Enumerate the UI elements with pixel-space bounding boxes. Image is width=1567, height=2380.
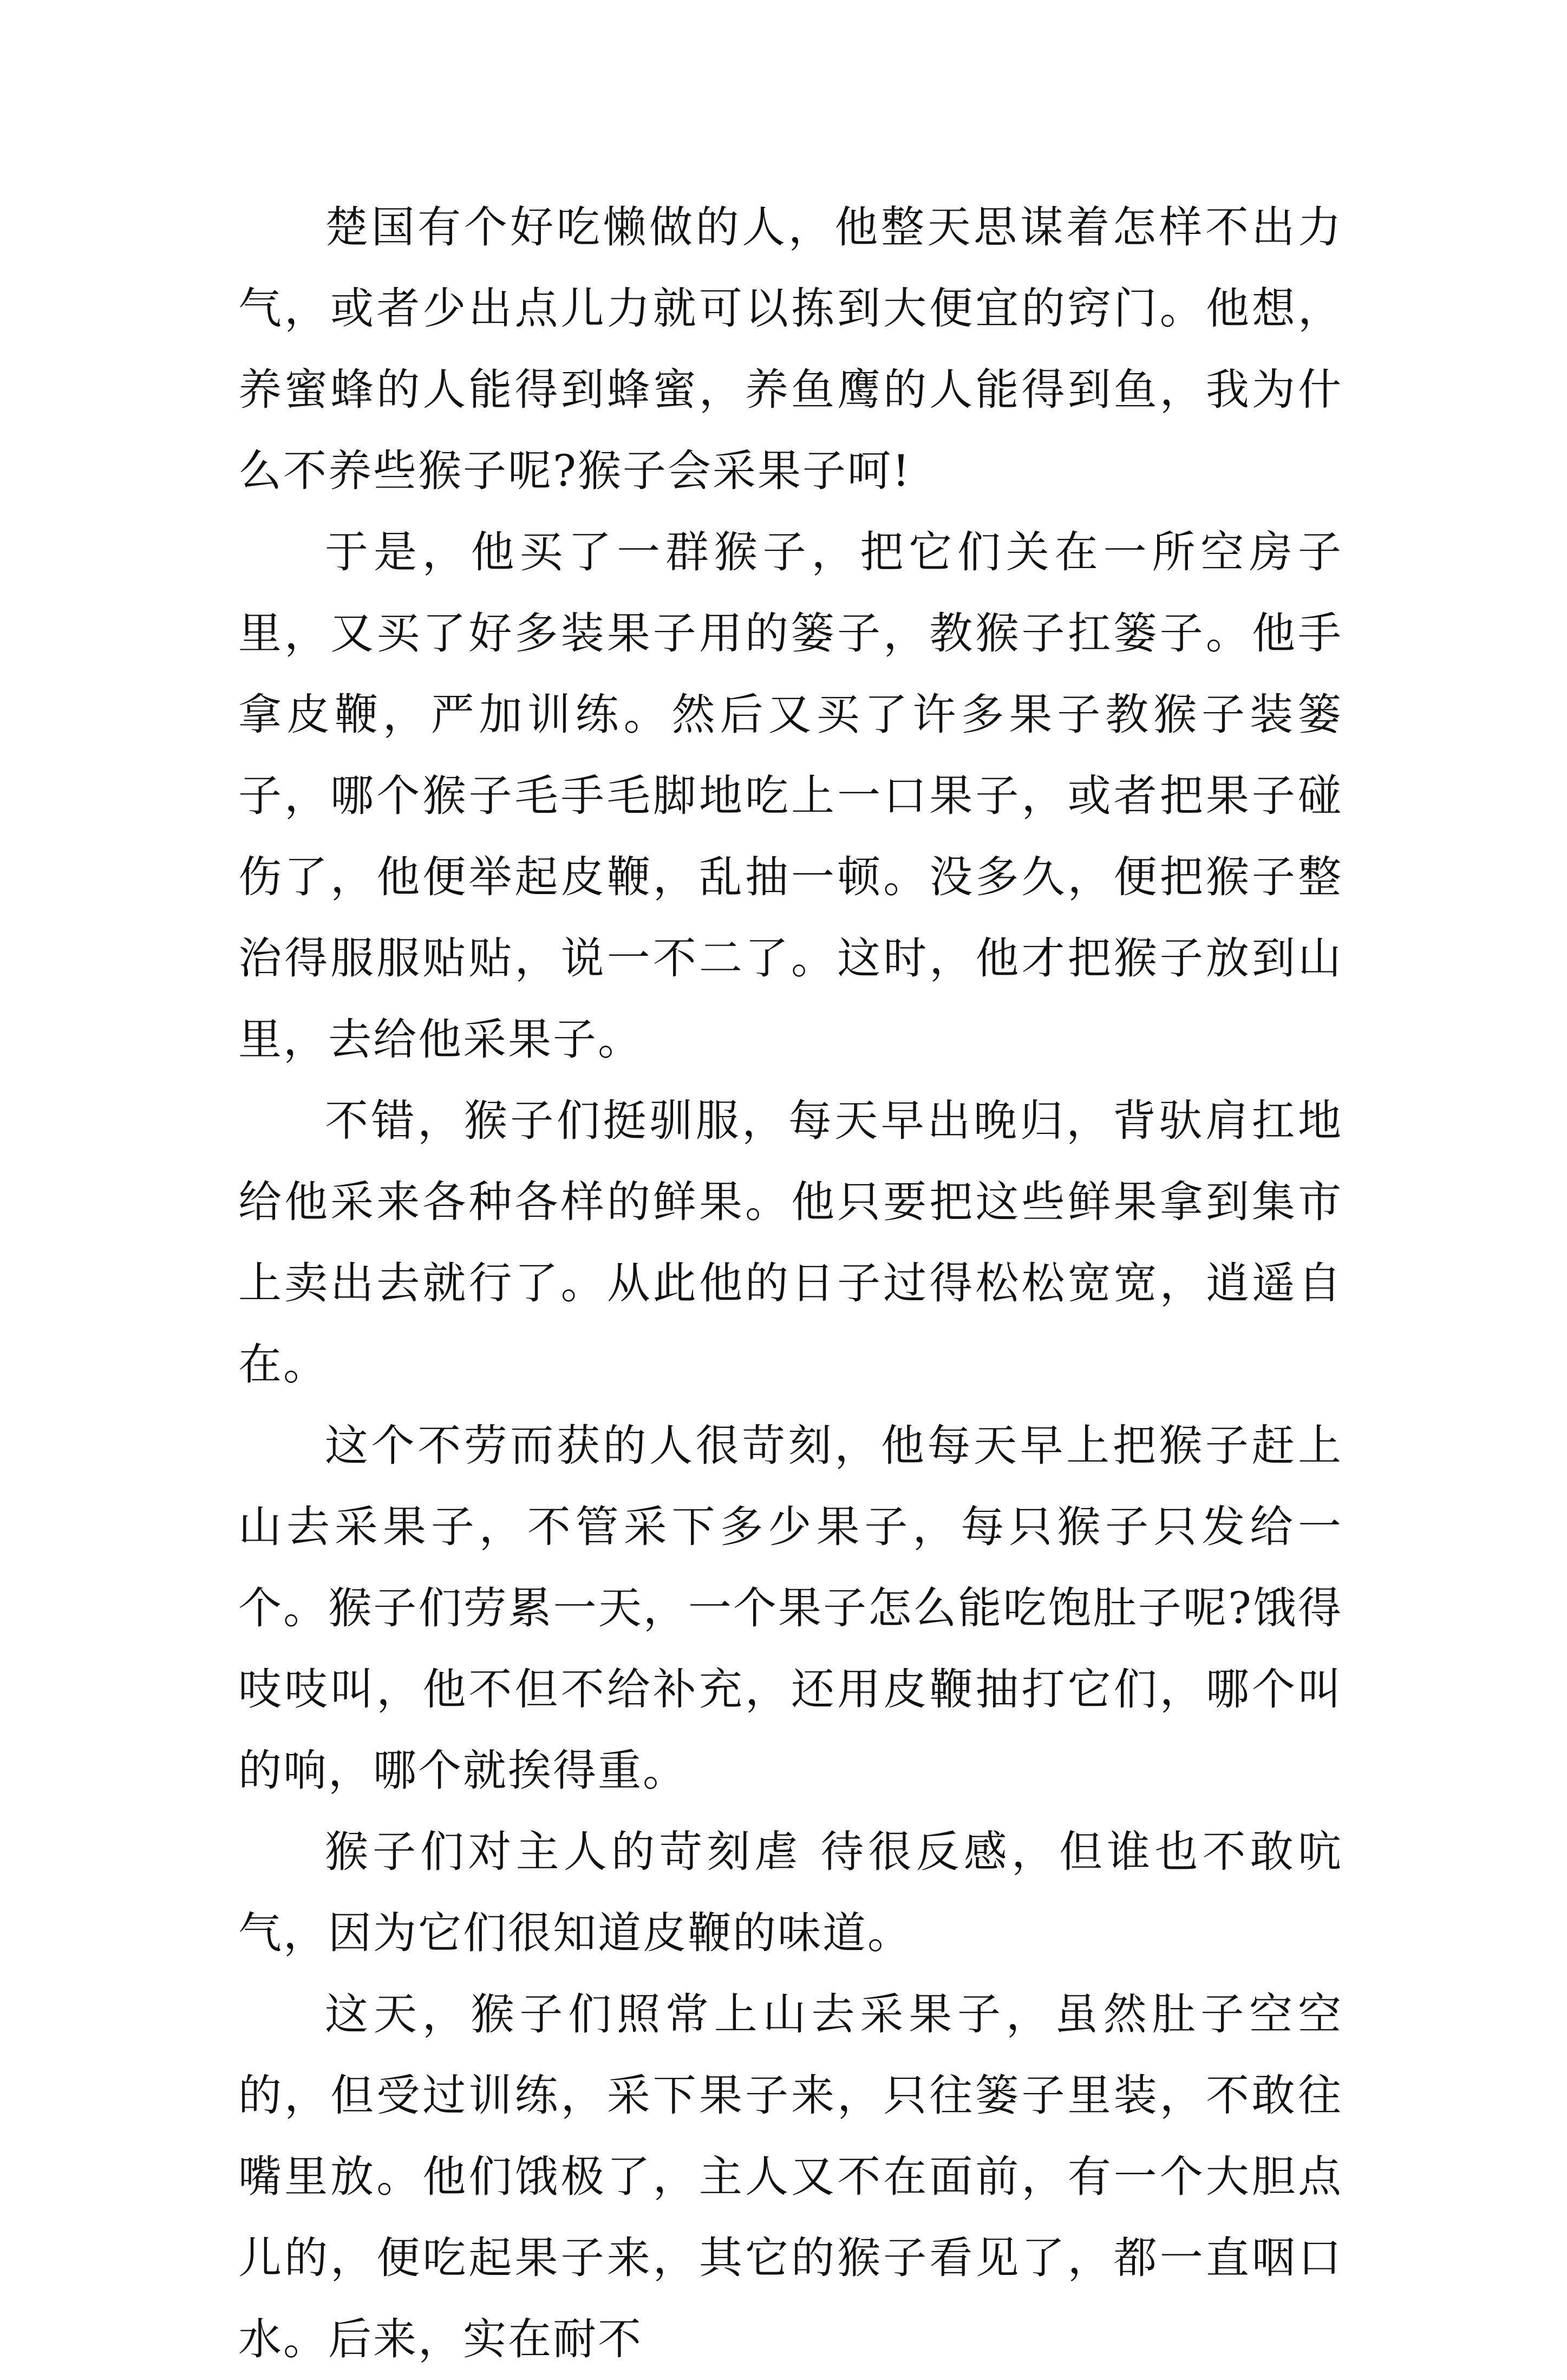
paragraph-2: 于是，他买了一群猴子，把它们关在一所空房子里，又买了好多装果子用的篓子，教猴子扛篓子。他手拿皮鞭，严加训练。然后又买了许多果子教猴子装篓子，哪个猴子毛手毛脚地吃上一口果子，或者把果子碰伤了，他便举起皮鞭，乱抽一顿。没多久，便把猴子整治得服服贴贴，说一不二了。这时，他才把猴子放到山里，去给他采果子。 — [238, 527, 1343, 1065]
paragraph-3: 不错，猴子们挺驯服，每天早出晚归，背驮肩扛地给他采来各种各样的鲜果。他只要把这些鲜果拿到集市上卖出去就行了。从此他的日子过得松松宽宽，逍遥自在。 — [238, 1096, 1343, 1390]
paragraph-1: 楚国有个好吃懒做的人，他整天思谋着怎样不出力气，或者少出点儿力就可以拣到大便宜的窍门。他想，养蜜蜂的人能得到蜂蜜，养鱼鹰的人能得到鱼，我为什么不养些猴子呢?猴子会采果子呵! — [238, 202, 1343, 496]
paragraph-4: 这个不劳而获的人很苛刻，他每天早上把猴子赶上山去采果子，不管采下多少果子，每只猴子只发给一个。猴子们劳累一天，一个果子怎么能吃饱肚子呢?饿得吱吱叫，他不但不给补充，还用皮鞭抽打它们，哪个叫的响，哪个就挨得重。 — [238, 1420, 1343, 1796]
paragraph-6: 这天，猴子们照常上山去采果子，虽然肚子空空的，但受过训练，采下果子来，只往篓子里装，不敢往嘴里放。他们饿极了，主人又不在面前，有一个大胆点儿的，便吃起果子来，其它的猴子看见了，都一直咽口水。后来，实在耐不 — [238, 1989, 1343, 2364]
paragraph-5: 猴子们对主人的苛刻虐 待很反感，但谁也不敢吭气，因为它们很知道皮鞭的味道。 — [238, 1827, 1343, 1958]
document-body — [238, 187, 1343, 2380]
